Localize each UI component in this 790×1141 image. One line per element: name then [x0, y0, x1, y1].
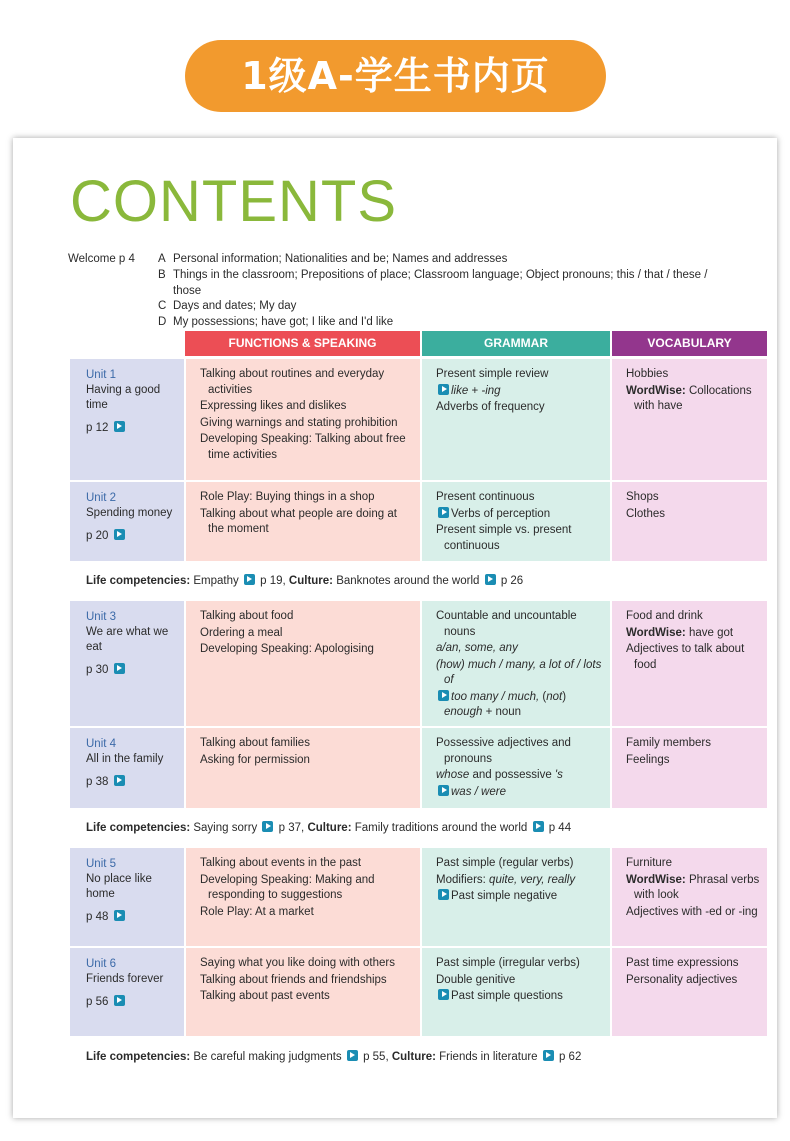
culture-page-link[interactable]: p 44 — [545, 822, 572, 834]
cell-item — [200, 856, 414, 872]
welcome-text: Things in the classroom; Prepositions of place; Classroom language; Object pronouns; this / that / these / those — [173, 269, 708, 297]
cell-text: Giving warnings and stating prohibition — [200, 416, 398, 429]
unit-page-link[interactable] — [86, 995, 184, 1010]
cell-text: Talking about families — [200, 737, 310, 749]
grammar-cell — [422, 856, 610, 906]
cell-item — [436, 736, 604, 767]
cell-text: Role Play: At a market — [200, 905, 314, 918]
cell-item: WordWise: have got — [626, 626, 734, 639]
cell-item — [200, 956, 414, 972]
cell-item — [436, 873, 604, 889]
culture-topic: Family traditions around the world — [351, 822, 531, 834]
cell-item — [200, 490, 414, 506]
cell-text: Talking about events in the past — [200, 857, 362, 869]
page-banner: 1级A-学生书内页 — [185, 40, 606, 112]
functions-cell — [186, 367, 420, 464]
unit-page-text: p 20 — [86, 530, 109, 542]
cell-item — [626, 753, 761, 769]
cell-text: Verbs of perception — [451, 507, 551, 520]
play-icon — [438, 889, 449, 900]
grammar-cell — [422, 490, 610, 555]
unit-info — [70, 737, 184, 790]
cell-item — [436, 367, 604, 383]
wordwise-text: Collocations with have — [634, 384, 752, 412]
play-icon — [543, 1050, 554, 1061]
cell-item — [626, 642, 761, 673]
cell-item — [436, 490, 604, 506]
cell-item — [436, 507, 604, 523]
unit-number: Unit 2 — [86, 492, 117, 504]
life-page-link[interactable]: p 19, — [256, 575, 289, 587]
cell-item — [200, 432, 414, 463]
welcome-text: My possessions; have got; I like and I'd like — [173, 316, 394, 328]
cell-text: Double genitive — [436, 973, 516, 986]
play-icon — [438, 384, 449, 395]
cell-text: Talking about friends and friendships — [200, 973, 387, 986]
play-icon — [533, 821, 544, 832]
cell-item — [200, 753, 414, 769]
culture-page-link[interactable]: p 62 — [555, 1051, 582, 1063]
unit-info — [70, 491, 184, 544]
life-page-link[interactable]: p 55, — [359, 1051, 392, 1063]
cell-item — [436, 973, 604, 989]
play-icon — [114, 663, 125, 674]
welcome-key: B — [158, 269, 166, 281]
grammar-cell — [422, 736, 610, 801]
cell-item — [200, 507, 414, 538]
cell-item — [626, 905, 761, 921]
cell-text: Past time expressions — [626, 957, 739, 969]
cell-text: Developing Speaking: Making and responding to suggestions — [200, 873, 375, 901]
contents-page — [13, 138, 777, 1118]
cell-item — [626, 973, 761, 989]
cell-item — [436, 889, 604, 905]
cell-item — [436, 690, 604, 721]
life-competencies-line — [86, 821, 571, 834]
cell-item — [626, 507, 761, 523]
unit-name: All in the family — [86, 753, 164, 765]
cell-text: Modifiers: quite, very, really — [436, 873, 576, 886]
unit-info — [70, 957, 184, 1010]
cell-text: was / were — [451, 785, 506, 798]
unit-page-text: p 56 — [86, 996, 109, 1008]
cell-item — [200, 973, 414, 989]
cell-text: Past simple negative — [451, 890, 558, 902]
play-icon — [114, 995, 125, 1006]
play-icon — [114, 910, 125, 921]
functions-cell — [186, 490, 420, 539]
cell-text: Talking about food — [200, 610, 294, 622]
play-icon — [262, 821, 273, 832]
cell-text: Clothes — [626, 507, 665, 520]
cell-item: WordWise: Collocations with have — [626, 384, 752, 412]
cell-text: a/an, some, any — [436, 642, 518, 654]
cell-text: Past simple questions — [451, 990, 563, 1002]
cell-text: Present simple vs. present continuous — [436, 524, 572, 552]
play-icon — [114, 529, 125, 540]
grammar-header: GRAMMAR — [422, 331, 610, 356]
cell-item — [626, 956, 761, 972]
play-icon — [347, 1050, 358, 1061]
unit-page-text: p 12 — [86, 422, 109, 434]
culture-topic: Friends in literature — [435, 1051, 541, 1063]
grammar-cell — [422, 956, 610, 1006]
unit-info — [70, 610, 184, 678]
cell-item — [436, 856, 604, 872]
cell-text: whose and possessive 's — [436, 769, 563, 781]
unit-page-text: p 30 — [86, 664, 109, 676]
cell-item — [626, 367, 761, 383]
cell-item — [200, 399, 414, 415]
wordwise-text: Phrasal verbs with look — [634, 873, 760, 901]
cell-item — [200, 873, 414, 904]
play-icon — [114, 421, 125, 432]
play-icon — [485, 574, 496, 585]
cell-text: Asking for permission — [200, 753, 310, 766]
cell-item — [436, 384, 604, 400]
cell-text: too many / much, (not) enough + noun — [444, 690, 567, 718]
life-label: Life competencies: — [86, 822, 191, 834]
life-topic: Saying sorry — [190, 822, 261, 834]
contents-title: CONTENTS — [70, 169, 397, 234]
cell-item — [626, 856, 761, 872]
cell-text: Ordering a meal — [200, 626, 283, 639]
life-page-link[interactable]: p 37, — [275, 822, 308, 834]
cell-text: Shops — [626, 491, 659, 503]
life-label: Life competencies: — [86, 575, 191, 587]
cell-item — [200, 416, 414, 432]
unit-name: Friends forever — [86, 973, 164, 985]
unit-number: Unit 1 — [86, 369, 117, 381]
unit-page-link[interactable] — [86, 421, 184, 436]
unit-number: Unit 3 — [86, 611, 117, 623]
cell-item — [436, 658, 604, 689]
unit-name: Having a good time — [86, 384, 161, 411]
cell-item — [436, 609, 604, 640]
culture-page-link[interactable]: p 26 — [497, 575, 524, 587]
cell-text: Present simple review — [436, 368, 549, 380]
wordwise-text: have got — [685, 626, 734, 639]
cell-text: Past simple (regular verbs) — [436, 857, 574, 869]
cell-text: Furniture — [626, 857, 673, 869]
cell-text: Saying what you like doing with others — [200, 957, 395, 969]
functions-header: FUNCTIONS & SPEAKING — [185, 331, 420, 356]
cell-text: Adverbs of frequency — [436, 401, 545, 413]
unit-page-text: p 38 — [86, 776, 109, 788]
unit-info — [70, 857, 184, 925]
cell-item: WordWise: Phrasal verbs with look — [626, 873, 760, 901]
functions-cell — [186, 856, 420, 921]
vocabulary-header: VOCABULARY — [612, 331, 767, 356]
life-competencies-line — [86, 574, 523, 587]
welcome-key: C — [158, 300, 167, 312]
grammar-cell — [422, 609, 610, 722]
welcome-text: Days and dates; My day — [173, 300, 297, 312]
unit-name: Spending money — [86, 507, 173, 519]
cell-item — [200, 626, 414, 642]
vocabulary-cell — [612, 490, 767, 523]
cell-text: Developing Speaking: Talking about free time activities — [200, 433, 406, 461]
life-topic: Empathy — [190, 575, 242, 587]
cell-text: like + -ing — [451, 384, 501, 397]
functions-cell — [186, 609, 420, 659]
unit-page-link[interactable] — [86, 775, 184, 790]
life-topic: Be careful making judgments — [190, 1051, 345, 1063]
cell-text: Talking about what people are doing at the moment — [200, 507, 397, 535]
cell-item — [200, 736, 414, 752]
cell-text: Countable and uncountable nouns — [436, 610, 577, 638]
play-icon — [438, 690, 449, 701]
cell-item — [200, 609, 414, 625]
welcome-key: A — [158, 253, 166, 265]
life-competencies-line — [86, 1050, 581, 1063]
cell-text: Feelings — [626, 753, 670, 766]
vocabulary-cell — [612, 609, 767, 674]
cell-text: Personality adjectives — [626, 973, 738, 986]
cell-item — [436, 768, 604, 784]
play-icon — [438, 507, 449, 518]
cell-text: Talking about past events — [200, 990, 330, 1002]
cell-item — [626, 490, 761, 506]
cell-text: Family members — [626, 737, 711, 749]
cell-text: Talking about routines and everyday activities — [200, 368, 385, 396]
culture-label: Culture: — [307, 822, 352, 834]
vocabulary-cell — [612, 367, 767, 416]
unit-info — [70, 368, 184, 436]
culture-topic: Banknotes around the world — [333, 575, 483, 587]
cell-item — [436, 989, 604, 1005]
welcome-text: Personal information; Nationalities and be; Names and addresses — [173, 253, 508, 265]
life-label: Life competencies: — [86, 1051, 191, 1063]
unit-number: Unit 6 — [86, 958, 117, 970]
unit-name: We are what we eat — [86, 626, 169, 653]
welcome-key: D — [158, 316, 167, 328]
cell-item — [436, 400, 604, 416]
unit-page-link[interactable] — [86, 529, 184, 544]
play-icon — [438, 785, 449, 796]
cell-item — [200, 367, 414, 398]
cell-text: Food and drink — [626, 610, 703, 622]
cell-text: Past simple (irregular verbs) — [436, 957, 580, 969]
unit-page-link[interactable] — [86, 663, 184, 678]
play-icon — [114, 775, 125, 786]
unit-number: Unit 5 — [86, 858, 117, 870]
play-icon — [244, 574, 255, 585]
cell-item — [436, 641, 604, 657]
grammar-cell — [422, 367, 610, 417]
unit-name: No place like home — [86, 873, 152, 900]
welcome-label: Welcome p 4 — [68, 253, 135, 265]
culture-label: Culture: — [391, 1051, 436, 1063]
unit-number: Unit 4 — [86, 738, 117, 750]
cell-item — [436, 956, 604, 972]
unit-page-text: p 48 — [86, 911, 109, 923]
cell-text: Role Play: Buying things in a shop — [200, 491, 375, 503]
play-icon — [438, 989, 449, 1000]
vocabulary-cell — [612, 956, 767, 989]
cell-text: Adjectives with -ed or -ing — [626, 905, 758, 918]
cell-item — [200, 642, 414, 658]
culture-label: Culture: — [288, 575, 334, 587]
cell-text: Expressing likes and dislikes — [200, 400, 347, 412]
cell-item — [436, 523, 604, 554]
cell-item — [200, 989, 414, 1005]
cell-text: Hobbies — [626, 368, 669, 380]
cell-text: Possessive adjectives and pronouns — [436, 737, 571, 765]
cell-text: (how) much / many, a lot of / lots of — [436, 658, 602, 686]
vocabulary-cell — [612, 736, 767, 769]
vocabulary-cell — [612, 856, 767, 921]
unit-page-link[interactable] — [86, 910, 184, 925]
cell-item — [626, 736, 761, 752]
cell-item — [626, 609, 761, 625]
cell-text: Present continuous — [436, 491, 535, 503]
functions-cell — [186, 736, 420, 769]
cell-text: Adjectives to talk about food — [626, 643, 745, 671]
cell-item — [436, 785, 604, 801]
cell-text: Developing Speaking: Apologising — [200, 643, 374, 655]
functions-cell — [186, 956, 420, 1006]
cell-item — [200, 905, 414, 921]
